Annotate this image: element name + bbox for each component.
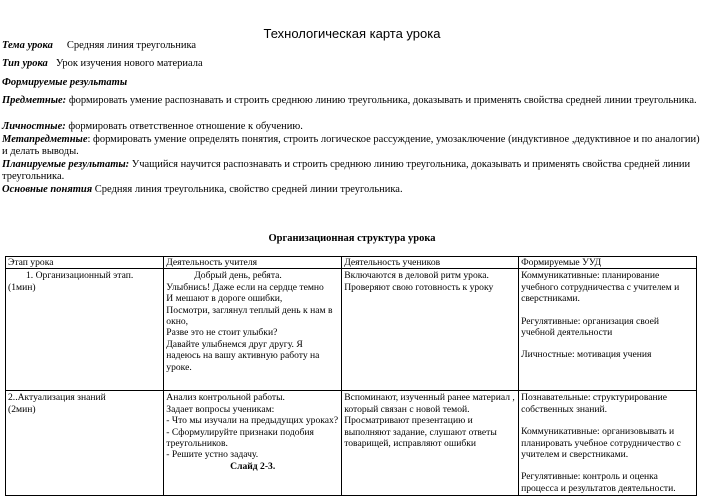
slide-reference: Слайд 2-3. [230,460,276,472]
header-students: Деятельность учеников [342,257,519,269]
meta-text: : формировать умение определять понятия, строить логическое рассуждение, умозаключение (индуктивное ,дедуктивное и по аналогии) и делать выводы. [2,134,700,157]
topic-value: Средняя линия треугольника [66,40,197,51]
lesson-structure-table [5,256,697,496]
subject-text: формировать умение распознавать и строить среднюю линию треугольника, доказывать и применять свойства средней линии треугольника. [66,95,697,106]
stage-cell: 2..Актуализация знаний (2мин) [6,391,164,496]
table-header-row [6,257,697,269]
personal-label: Личностные: [2,121,66,132]
header-teacher: Деятельность учителя [164,257,342,269]
table-row [6,391,697,496]
topic-label: Тема урока [2,40,53,51]
results-heading [2,77,700,89]
org-structure-title: Организационная структура урока [268,233,436,244]
planned-text: Учащийся научится распознавать и строить среднюю линию треугольника, доказывать и применять свойства средней линии треугольника. [2,159,691,182]
stage-cell: 1. Организационный этап. (1мин) [6,269,164,391]
document-title: Технологическая карта урока [263,26,441,41]
uud-cell: Познавательные: структурирование собственных знаний. Коммуникативные: организовывать и планировать учебное сотрудничество с учителем и сверстниками. Регулятивные: контроль и оценка процесса и результатов деятельности. [519,391,697,496]
personal-results [2,121,700,133]
concepts-text: Средняя линия треугольника, свойство средней линии треугольника. [92,184,403,195]
table-row [6,269,697,391]
concepts-label: Основные понятия [2,184,93,195]
header-stage: Этап урока [6,257,164,269]
teacher-cell: Добрый день, ребята. Улыбнись! Даже если на сердце темно И мешают в дороге ошибки, Посмотри, заглянул теплый день к нам в окно, Разве это не стоит улыбки? Давайте улыбнемся друг другу. Я надеюсь на вашу активную работу на уроке. [164,269,342,391]
basic-concepts [2,184,700,196]
type-value: Урок изучения нового материала [55,58,203,69]
students-cell: Включаются в деловой ритм урока. Проверяют свою готовность к уроку [342,269,519,391]
subject-label: Предметные: [2,95,67,106]
uud-cell: Коммуникативные: планирование учебного сотрудничества с учителем и сверстниками. Регулятивные: организация своей учебной деятельности Личностные: мотивация учения [519,269,697,391]
meta-label: Метапредметные [2,134,88,145]
results-label: Формируемые результаты [2,77,128,88]
planned-label: Планируемые результаты: [2,159,130,170]
meta-results [2,134,700,158]
teacher-cell: Анализ контрольной работы. Задает вопросы ученикам: - Что мы изучали на предыдущих уроках? - Сформулируйте признаки подобия треугольников. - Решите устно задачу. Слайд 2-3. [164,391,342,496]
students-cell: Вспоминают, изученный ранее материал , который связан с новой темой. Просматривают презентацию и выполняют задание, слушают ответы товарищей, исправляют ошибки [342,391,519,496]
header-uud: Формируемые УУД [519,257,697,269]
type-label: Тип урока [2,58,48,69]
personal-text: формировать ответственное отношение к обучению. [65,121,303,132]
lesson-type-line [2,58,700,70]
subject-results [2,95,700,107]
planned-results [2,159,700,183]
lesson-topic-line [2,40,700,52]
